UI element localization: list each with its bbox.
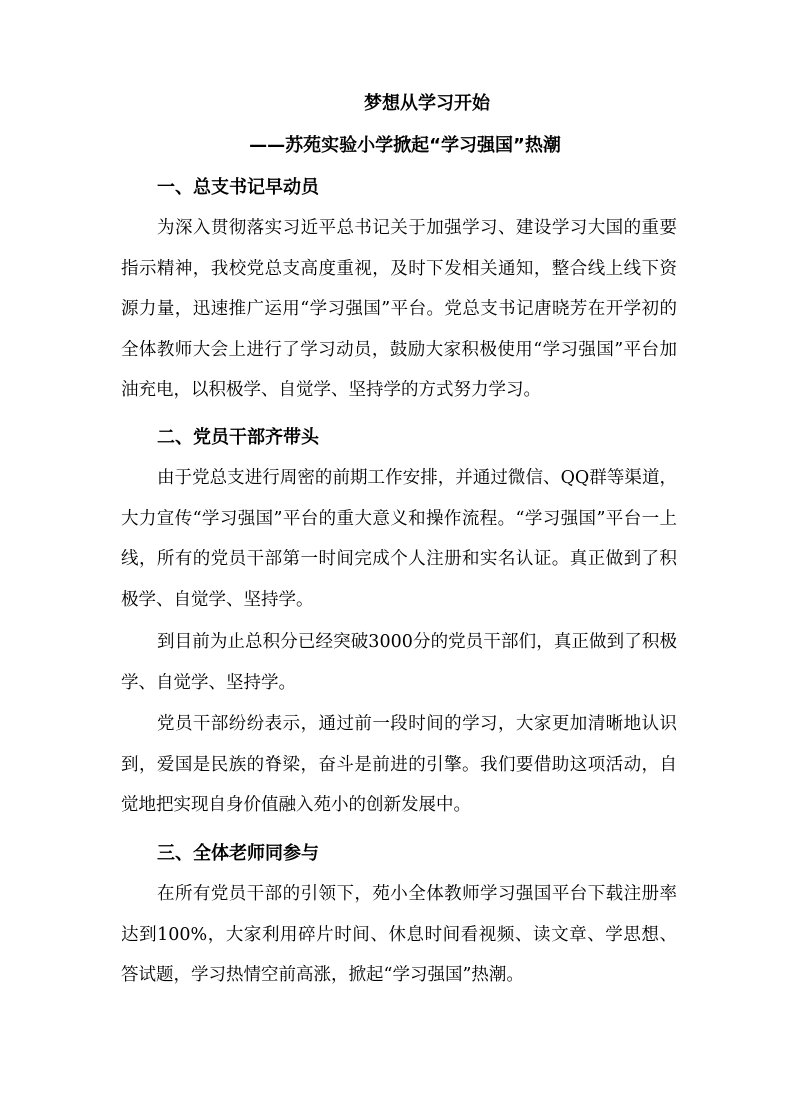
section-2-paragraph-3: 党员干部纷纷表示，通过前一段时间的学习，大家更加清晰地认识到，爱国是民族的脊梁，奋斗是前进的引擎。我们要借助这项活动，自觉地把实现自身价值融入苑小的创新发展中。: [121, 714, 677, 815]
section-1-paragraph-1: 为深入贯彻落实习近平总书记关于加强学习、建设学习大国的重要指示精神，我校党总支高度重视，及时下发相关通知，整合线上线下资源力量，迅速推广运用“学习强国”平台。党总支书记唐晓芳在开学初的全体教师大会上进行了学习动员，鼓励大家积极使用“学习强国”平台加油充电，以积极学、自觉学、坚持学的方式努力学习。: [121, 218, 677, 400]
section-2-paragraph-2: 到目前为止总积分已经突破3000分的党员干部们，真正做到了积极学、自觉学、坚持学。: [121, 632, 677, 693]
section-heading-3: 三、全体老师同参与: [157, 843, 319, 864]
section-heading-1: 一、总支书记早动员: [157, 177, 319, 198]
section-heading-2: 二、党员干部齐带头: [157, 427, 319, 448]
section-3-paragraph-1: 在所有党员干部的引领下，苑小全体教师学习强国平台下载注册率达到100%，大家利用碎片时间、休息时间看视频、读文章、学思想、答试题，学习热情空前高涨，掀起“学习强国”热潮。: [121, 884, 677, 985]
document-subtitle: ——苏苑实验小学掀起“学习强国”热潮: [249, 135, 561, 156]
section-2-paragraph-1: 由于党总支进行周密的前期工作安排，并通过微信、QQ群等渠道，大力宣传“学习强国”平台的重大意义和操作流程。“学习强国”平台一上线，所有的党员干部第一时间完成个人注册和实名认证。真正做到了积极学、自觉学、坚持学。: [121, 468, 677, 610]
document-title: 梦想从学习开始: [364, 93, 490, 114]
